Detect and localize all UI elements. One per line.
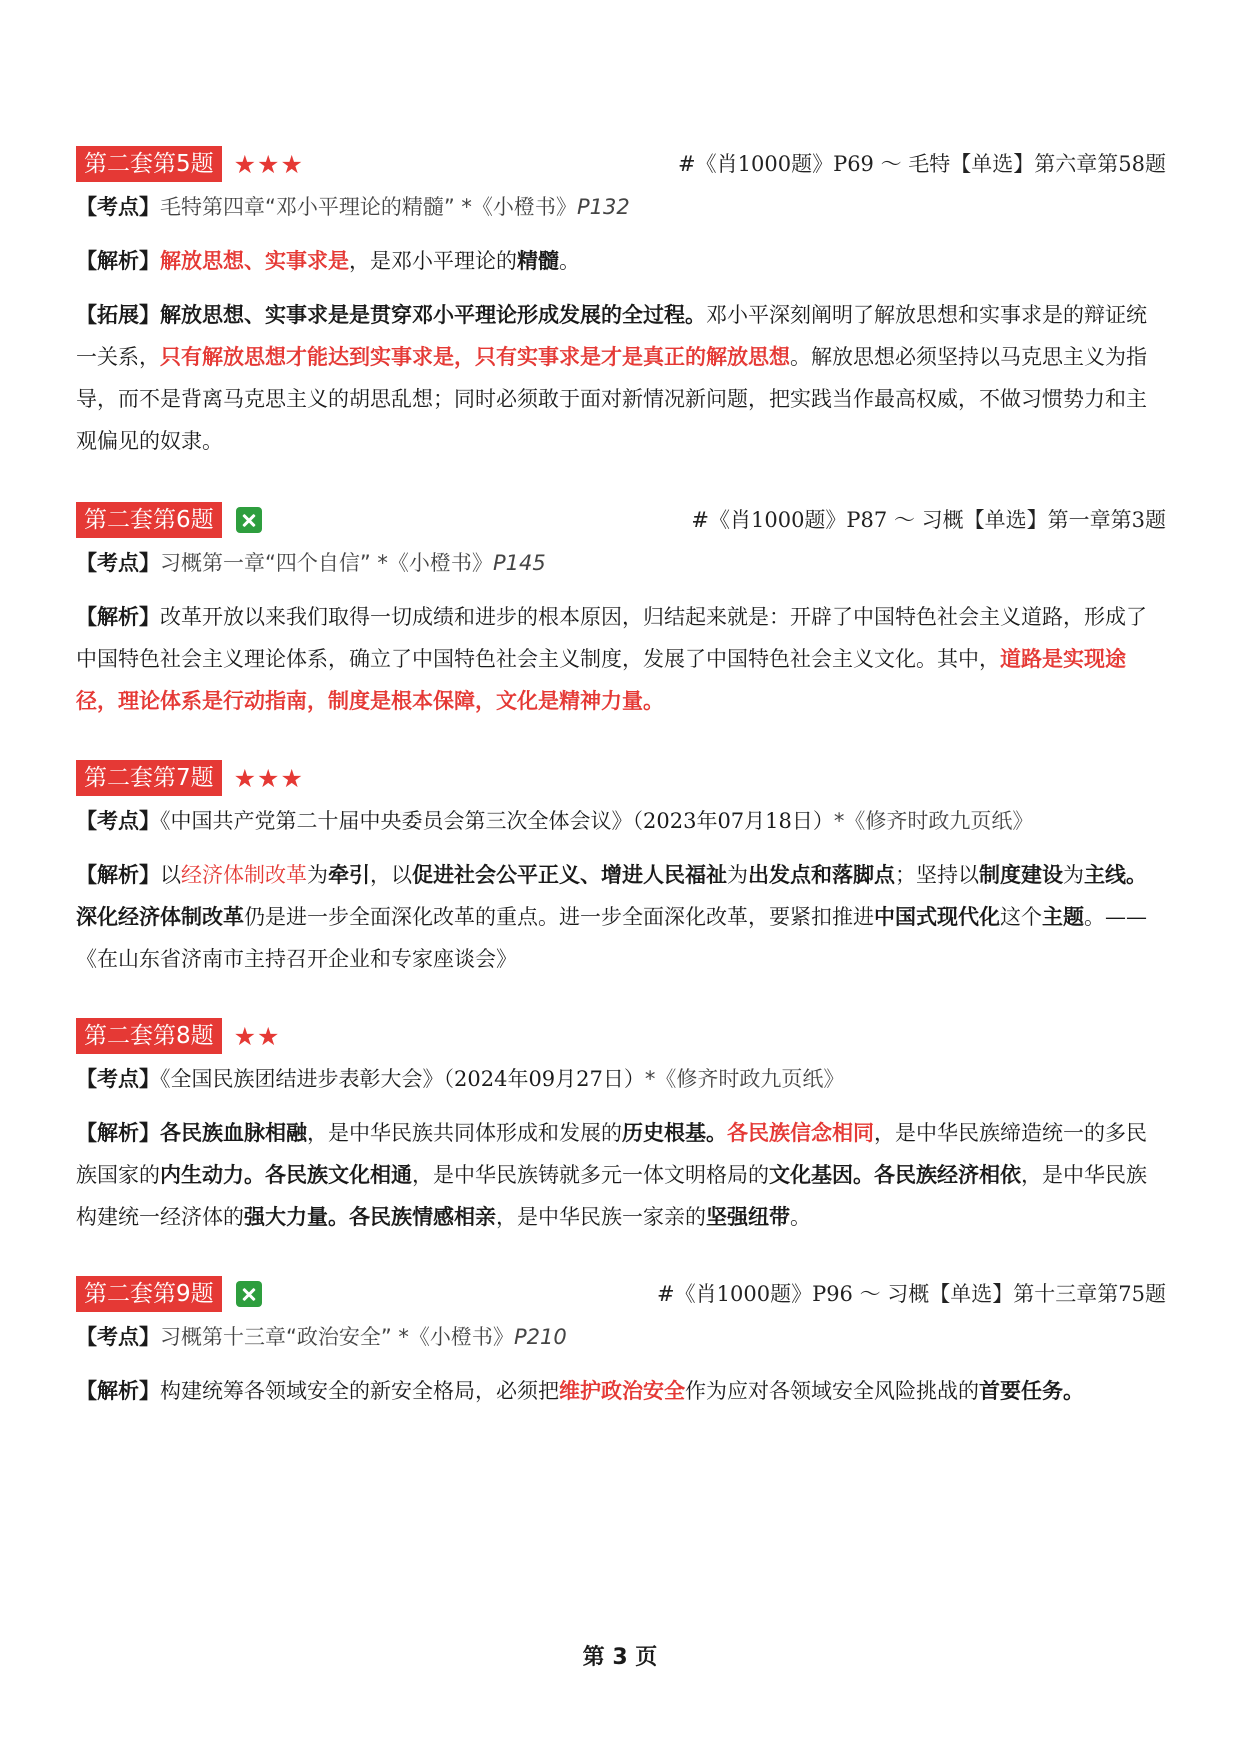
cross-mark-icon <box>236 1281 262 1307</box>
difficulty-stars: ★★★ <box>233 149 304 179</box>
question-source: #《肖1000题》P87 ～ 习概【单选】第一章第3题 <box>691 508 1166 532</box>
question-header <box>76 760 1166 796</box>
question-block <box>76 502 1166 722</box>
question-header <box>76 502 1166 538</box>
difficulty-stars: ★★ <box>233 1021 281 1051</box>
question-source: #《肖1000题》P69 ～ 毛特【单选】第六章第58题 <box>678 152 1166 176</box>
question-source: #《肖1000题》P96 ～ 习概【单选】第十三章第75题 <box>657 1282 1166 1306</box>
exam-point: 【考点】《全国民族团结进步表彰大会》（2024年09月27日）*《修齐时政九页纸》 <box>76 1067 845 1091</box>
analysis: 【解析】以经济体制改革为牵引，以促进社会公平正义、增进人民福祉为出发点和落脚点；坚持以制度建设为主线。深化经济体制改革仍是进一步全面深化改革的重点。进一步全面深化改革，要紧扣推进中国式现代化这个主题。——《在山东省济南市主持召开企业和专家座谈会》 <box>76 863 1147 971</box>
difficulty-stars: ★★★ <box>233 763 304 793</box>
question-header <box>76 146 1166 182</box>
extension: 【拓展】解放思想、实事求是是贯穿邓小平理论形成发展的全过程。邓小平深刻阐明了解放思想和实事求是的辩证统一关系，只有解放思想才能达到实事求是，只有实事求是才是真正的解放思想。解放思想必须坚持以马克思主义为指导，而不是背离马克思主义的胡思乱想；同时必须敢于面对新情况新问题，把实践当作最高权威，不做习惯势力和主观偏见的奴隶。 <box>76 303 1147 453</box>
page-content <box>76 146 1166 1412</box>
page-number: 第 3 页 <box>582 1645 658 1670</box>
analysis: 【解析】解放思想、实事求是，是邓小平理论的精髓。 <box>76 249 580 273</box>
question-label: 第二套第8题 <box>76 1018 222 1054</box>
question-block <box>76 760 1166 980</box>
question-block <box>76 1018 1166 1238</box>
question-label: 第二套第6题 <box>76 502 222 538</box>
exam-point: 【考点】《中国共产党第二十届中央委员会第三次全体会议》（2023年07月18日）*《修齐时政九页纸》 <box>76 809 1034 833</box>
analysis: 【解析】构建统筹各领域安全的新安全格局，必须把维护政治安全作为应对各领域安全风险挑战的首要任务。 <box>76 1379 1084 1403</box>
question-label: 第二套第7题 <box>76 760 222 796</box>
question-header <box>76 1276 1166 1312</box>
exam-point: 【考点】习概第十三章“政治安全” *《小橙书》P210 <box>76 1325 567 1349</box>
analysis: 【解析】各民族血脉相融，是中华民族共同体形成和发展的历史根基。各民族信念相同，是中华民族缔造统一的多民族国家的内生动力。各民族文化相通，是中华民族铸就多元一体文明格局的文化基因。各民族经济相依，是中华民族构建统一经济体的强大力量。各民族情感相亲，是中华民族一家亲的坚强纽带。 <box>76 1121 1147 1229</box>
question-label: 第二套第9题 <box>76 1276 222 1312</box>
question-header <box>76 1018 1166 1054</box>
analysis: 【解析】改革开放以来我们取得一切成绩和进步的根本原因，归结起来就是：开辟了中国特色社会主义道路，形成了中国特色社会主义理论体系，确立了中国特色社会主义制度，发展了中国特色社会主义文化。其中，道路是实现途径，理论体系是行动指南，制度是根本保障，文化是精神力量。 <box>76 605 1147 713</box>
question-label: 第二套第5题 <box>76 146 222 182</box>
question-block <box>76 146 1166 462</box>
cross-mark-icon <box>236 507 262 533</box>
question-block <box>76 1276 1166 1412</box>
exam-point: 【考点】习概第一章“四个自信” *《小橙书》P145 <box>76 551 546 575</box>
exam-point: 【考点】毛特第四章“邓小平理论的精髓” *《小橙书》P132 <box>76 195 630 219</box>
